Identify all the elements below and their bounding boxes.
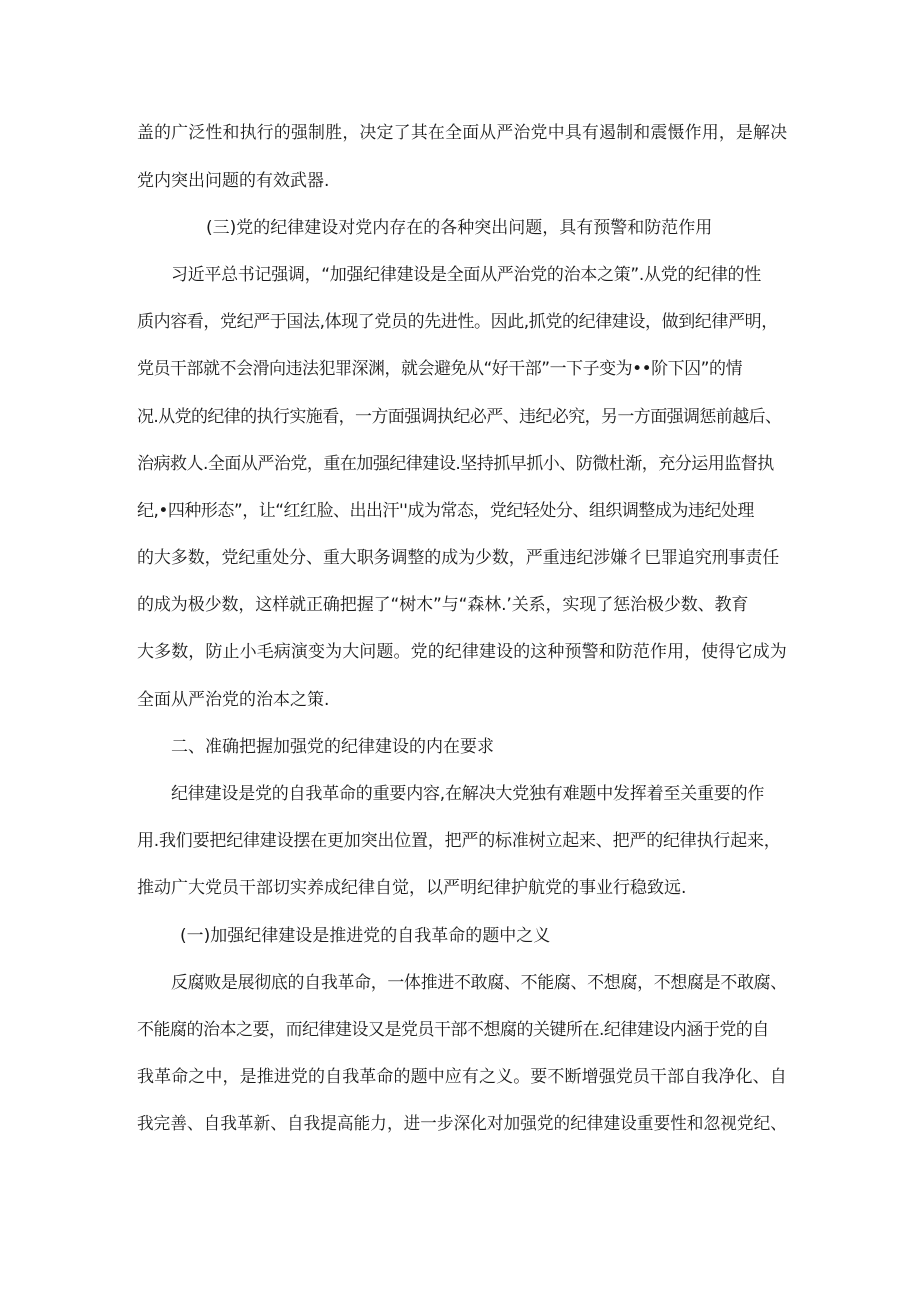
paragraph-line-10: 的大多数，党纪重处分、重大职务调整的成为少数，严重违纪涉嫌彳巳罪追究刑事责任 — [137, 548, 780, 568]
paragraph-line-21: 我革命之中，是推进党的自我革命的题中应有之义。要不断增强党员干部自我净化、自 — [137, 1067, 787, 1087]
paragraph-line-16: 用.我们要把纪律建设摆在更加突出位置，把严的标准树立起来、把严的纪律执行起来， — [137, 831, 781, 851]
paragraph-line-9: 纪,•四种形态”，让“红红脸、出出汗''成为常态，党纪轻处分、组织调整成为违纪处理 — [137, 501, 754, 521]
paragraph-line-4: 习近平总书记强调，“加强纪律建设是全面从严治党的治本之策”.从党的纪律的性 — [171, 265, 761, 285]
paragraph-line-13: 全面从严治党的治本之策. — [137, 690, 330, 710]
paragraph-line-12: 大多数，防止小毛病演变为大问题。党的纪律建设的这种预警和防范作用，使得它成为 — [137, 642, 787, 662]
paragraph-line-17: 推动广大党员干部切实养成纪律自觉，以严明纪律护航党的事业行稳致远. — [137, 878, 687, 898]
paragraph-line-5: 质内容看，党纪严于国法,体现了党员的先进性。因此,抓党的纪律建设，做到纪律严明， — [137, 312, 778, 332]
section-heading-14: 二、准确把握加强党的纪律建设的内在要求 — [171, 737, 494, 757]
section-heading-18: (一)加强纪律建设是推进党的自我革命的题中之义 — [180, 926, 551, 946]
paragraph-line-22: 我完善、自我革新、自我提高能力，进一步深化对加强党的纪律建设重要性和忽视党纪、 — [137, 1114, 787, 1134]
paragraph-line-8: 治病救人.全面从严治党，重在加强纪律建设.坚持抓早抓小、防微杜渐，充分运用监督执 — [137, 454, 774, 474]
paragraph-line-6: 党员干部就不会滑向违法犯罪深渊，就会避免从“好干部”一下子变为••阶下囚”的情 — [137, 359, 742, 379]
paragraph-line-15: 纪律建设是党的自我革命的重要内容,在解决大党独有难题中发挥着至关重要的作 — [171, 784, 765, 804]
paragraph-line-19: 反腐败是展彻底的自我革命，一体推进不敢腐、不能腐、不想腐，不想腐是不敢腐、 — [171, 973, 787, 993]
paragraph-line-20: 不能腐的治本之要，而纪律建设又是党员干部不想腐的关键所在.纪律建设内涵于党的自 — [137, 1020, 769, 1040]
paragraph-line-7: 况.从党的纪律的执行实施看，一方面强调执纪必严、违纪必究，另一方面强调惩前越后、 — [137, 407, 782, 427]
paragraph-line-11: 的成为极少数，这样就正确把握了“树木”与“森林.’关系，实现了惩治极少数、教育 — [137, 595, 749, 615]
paragraph-line-2: 党内突出问题的有效武器. — [137, 171, 330, 191]
section-heading-3: (三)党的纪律建设对党内存在的各种突出问题，具有预警和防范作用 — [206, 218, 713, 238]
paragraph-line-1: 盖的广泛性和执行的强制胜，决定了其在全面从严治党中具有遏制和震慑作用，是解决 — [137, 123, 788, 143]
